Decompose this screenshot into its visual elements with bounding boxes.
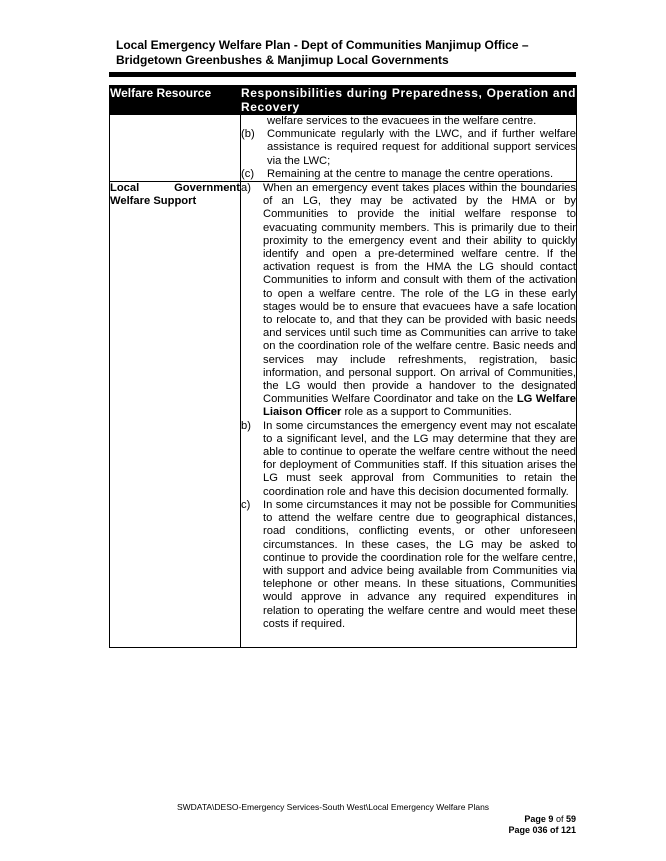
column-header-responsibilities: Responsibilities during Preparedness, Operation and Recovery: [241, 86, 576, 114]
cell-spacer: [241, 631, 576, 647]
page-of: of: [555, 814, 564, 824]
text-run: When an emergency event takes places within the boundaries of an LG, they may be activated by the HMA or by Communities to provide the initial welfare response to evacuating community members. This is primarily due to their proximity to the emergency event and their ability to quickly identify and open a pre-determined welfare centre. If the activation request is from the HMA the LG should contact Communities to inform and consult with them of the activation to open a welfare centre. The role of the LG in these early stages would be to ensure that evacuees have a safe location to relocate to, and that they can be provided with basic needs and services until such time as Communities can arrive to take on the coordination role of the welfare centre. Basic needs and services may include refreshments, registration, basic information, and personal support. On arrival of Communities, the LG would then provide a handover to the designated Communities Welfare Coordinator and take on the: [263, 182, 576, 406]
document-header: [116, 38, 586, 68]
header-title-line1: Local Emergency Welfare Plan - Dept of Communities Manjimup Office –: [116, 38, 529, 52]
resource-line2: Welfare Support: [110, 195, 197, 208]
responsibility-cell: [241, 182, 577, 648]
column-header-welfare-resource: Welfare Resource: [110, 86, 241, 115]
resource-word: Local: [110, 182, 140, 195]
footer-page-number-overall: Page 036 of 121: [508, 825, 576, 835]
page-label: Page: [524, 814, 546, 824]
footer-path: SWDATA\DESO-Emergency Services-South West\Local Emergency Welfare Plans: [176, 802, 490, 812]
list-item: [241, 168, 576, 181]
list-item: [241, 499, 576, 631]
page-total: 59: [565, 814, 576, 824]
resource-cell-empty: [110, 115, 241, 182]
responsibility-cell: [241, 115, 577, 182]
list-marker: (c): [241, 167, 255, 180]
list-item-text: Communicate regularly with the LWC, and if further welfare assistance is required request for additional support services via the LWC;: [267, 128, 576, 167]
header-rule: [109, 72, 576, 77]
list-item: [241, 182, 576, 420]
list-marker: b): [241, 419, 251, 432]
text-run: role as a support to Communities.: [341, 406, 512, 419]
list-marker: c): [241, 498, 251, 511]
list-marker: (b): [241, 128, 255, 141]
continuation-text: welfare services to the evacuees in the welfare centre.: [267, 115, 537, 127]
footer-page-number: [524, 814, 576, 825]
list-item-text: [263, 182, 576, 420]
list-item-text: In some circumstances it may not be possible for Communities to attend the welfare centre due to geographical distances, road conditions, conflicting events, or other unforeseen circumstances. In these cases, the LG may be asked to continue to provide the coordination role for the welfare centre, with support and advice being available from Communities via telephone or other means. In these situations, Communities would approve in advance any required expenditures in relation to operating the welfare centre and would meet these costs if required.: [263, 498, 576, 630]
header-title-line2: Bridgetown Greenbushes & Manjimup Local Governments: [116, 53, 449, 67]
table-row: [110, 115, 577, 182]
resource-word: Government: [174, 182, 240, 195]
table-header-row: [110, 86, 577, 115]
resource-cell: [110, 182, 241, 648]
welfare-table: [109, 85, 577, 648]
list-item-text: Remaining at the centre to manage the centre operations.: [267, 167, 554, 180]
list-marker: a): [241, 182, 251, 195]
list-item: [241, 128, 576, 168]
list-item-text: In some circumstances the emergency event may not escalate to a significant level, and the LG may determine that they are able to continue to operate the welfare centre without the need for deployment of Communities staff. If this situation arises the LG must seek approval from Communities to retain the coordination role and have this decision documented formally.: [263, 419, 576, 498]
list-item: [241, 420, 576, 499]
bold-role-name: LG Welfare Liaison Officer: [263, 393, 576, 419]
table-row: [110, 182, 577, 648]
page-num: 9: [548, 814, 554, 824]
